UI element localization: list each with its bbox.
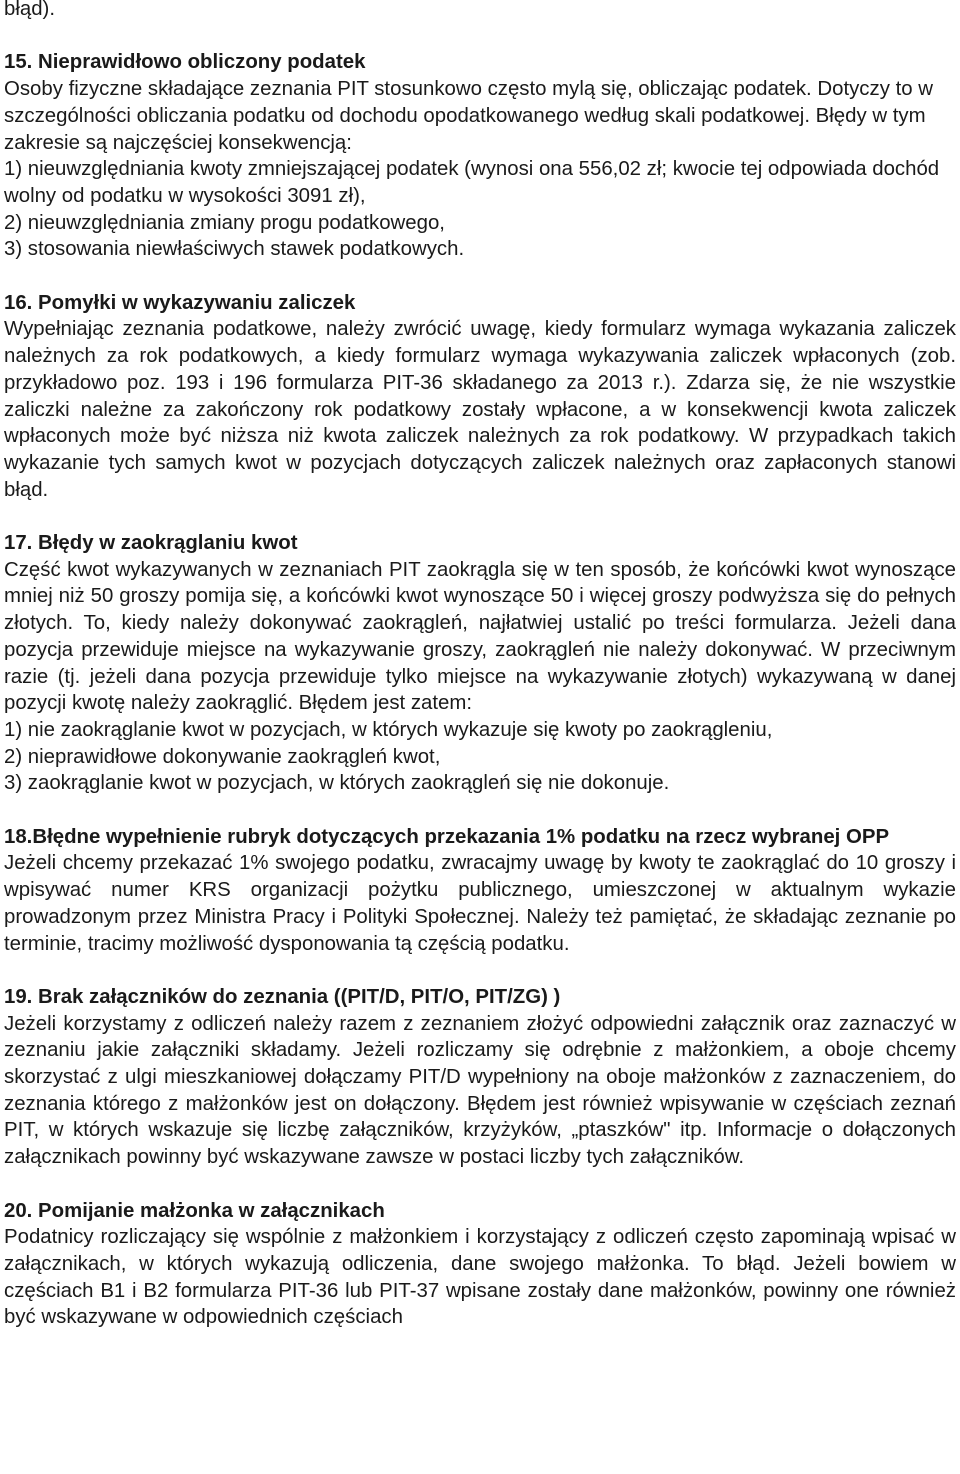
list-item: 3) stosowania niewłaściwych stawek podatkowych. bbox=[4, 238, 465, 261]
section-number: 16. bbox=[4, 291, 33, 314]
section-body: Jeżeli korzystamy z odliczeń należy razem z zeznaniem złożyć odpowiedni załącznik oraz zaznaczyć w zeznaniu jakie załączniki składamy. Jeżeli rozliczamy się odrębnie z małżonkiem, a oboje chcemy skorzystać z ulgi mieszkaniowej dołączamy PIT/D wypełniony na oboje małżonków z zaznaczeniem, do zeznania którego z małżonków jest on dołączony. Błędem jest również wpisywanie w częściach zeznań PIT, w których wskazuje się liczbę załączników, krzyżyków, „ptaszków" itp. Informacje o dołączonych załącznikach powinny być wskazywane zawsze w postaci liczby tych załączników. bbox=[4, 1012, 956, 1169]
list-item: 3) zaokrąglanie kwot w pozycjach, w których zaokrągleń się nie dokonuje. bbox=[4, 772, 670, 795]
section-heading bbox=[4, 824, 956, 851]
section-17 bbox=[4, 530, 956, 797]
list-item: 1) nie zaokrąglanie kwot w pozycjach, w których wykazuje się kwoty po zaokrągleniu, bbox=[4, 718, 773, 741]
list-item: 1) nieuwzględniania kwoty zmniejszającej podatek (wynosi ona 556,02 zł; kwocie tej odpowiada dochód wolny od podatku w wysokości 3091 zł), bbox=[4, 158, 940, 207]
section-heading bbox=[4, 530, 956, 557]
document-page bbox=[4, 0, 956, 1331]
section-18 bbox=[4, 824, 956, 958]
section-heading bbox=[4, 49, 956, 76]
list-item: 2) nieprawidłowe dokonywanie zaokrągleń kwot, bbox=[4, 745, 441, 768]
section-title: Błędy w zaokrąglaniu kwot bbox=[38, 532, 298, 555]
list-item: 2) nieuwzględniania zmiany progu podatkowego, bbox=[4, 211, 445, 234]
section-title: Błędne wypełnienie rubryk dotyczących przekazania 1% podatku na rzecz wybranej OPP bbox=[32, 825, 890, 848]
section-heading bbox=[4, 290, 956, 317]
section-heading bbox=[4, 1198, 956, 1225]
section-body: Jeżeli chcemy przekazać 1% swojego podatku, zwracajmy uwagę by kwoty te zaokrąglać do 10 groszy i wpisywać numer KRS organizacji pożytku publicznego, umieszczonej w aktualnym wykazie prowadzonym przez Ministra Pracy i Polityki Społecznej. Należy też pamiętać, że składając zeznanie po terminie, tracimy możliwość dysponowania tą częścią podatku. bbox=[4, 852, 956, 955]
section-number: 19. bbox=[4, 985, 33, 1008]
section-number: 20. bbox=[4, 1199, 33, 1222]
section-16 bbox=[4, 290, 956, 504]
section-heading bbox=[4, 984, 956, 1011]
section-number: 18. bbox=[4, 825, 33, 848]
section-title: Pomyłki w wykazywaniu zaliczek bbox=[38, 291, 356, 314]
section-title: Pomijanie małżonka w załącznikach bbox=[38, 1199, 385, 1222]
section-body: Podatnicy rozliczający się wspólnie z małżonkiem i korzystający z odliczeń często zapominają wpisać w załącznikach, w których wykazują odliczenia, dane swojego małżonka. To błąd. Jeżeli bowiem w częściach B1 i B2 formularza PIT-36 lub PIT-37 wpisane zostały dane małżonków, powinny one również być wskazywane w odpowiednich częściach bbox=[4, 1226, 956, 1329]
section-number: 17. bbox=[4, 532, 33, 555]
section-body: Część kwot wykazywanych w zeznaniach PIT zaokrągla się w ten sposób, że końcówki kwot wynoszące mniej niż 50 groszy pomija się, a końcówki kwot wynoszące 50 i więcej groszy podwyższa się do pełnych złotych. To, kiedy należy dokonywać zaokrągleń, najłatwiej ustalić po treści formularza. Jeżeli dana pozycja przewiduje miejsce na wykazywanie groszy, zaokrągleń nie należy dokonywać. W przeciwnym razie (tj. jeżeli dana pozycja przewiduje tylko miejsce na wykazywanie złotych) wykazywaną w danej pozycji kwotę należy zaokrąglić. Błędem jest zatem: bbox=[4, 558, 956, 715]
section-15 bbox=[4, 49, 956, 263]
section-body: Osoby fizyczne składające zeznania PIT stosunkowo często mylą się, obliczając podatek. Dotyczy to w szczególności obliczania podatku od dochodu opodatkowanego według skali podatkowej. Błędy w tym zakresie są najczęściej konsekwencją: bbox=[4, 78, 933, 154]
section-number: 15. bbox=[4, 51, 33, 74]
section-body: Wypełniając zeznania podatkowe, należy zwrócić uwagę, kiedy formularz wymaga wykazania zaliczek należnych za rok podatkowych, a kiedy formularz wymaga wykazywania zaliczek wpłaconych (zob. przykładowo poz. 193 i 196 formularza PIT-36 składanego za 2013 r.). Zdarza się, że nie wszystkie zaliczki należne za zakończony rok podatkowy zostały wpłacone, a w konsekwencji kwota zaliczek wpłaconych może być niższa niż kwota zaliczek należnych za rok podatkowy. W przypadkach takich wykazanie tych samych kwot w pozycjach dotyczących zaliczek należnych oraz zapłaconych stanowi błąd. bbox=[4, 318, 956, 501]
section-title: Brak załączników do zeznania ((PIT/D, PIT/O, PIT/ZG) ) bbox=[38, 985, 561, 1008]
section-20 bbox=[4, 1198, 956, 1332]
lead-fragment: błąd). bbox=[4, 0, 56, 20]
section-19 bbox=[4, 984, 956, 1171]
section-title: Nieprawidłowo obliczony podatek bbox=[38, 51, 366, 74]
